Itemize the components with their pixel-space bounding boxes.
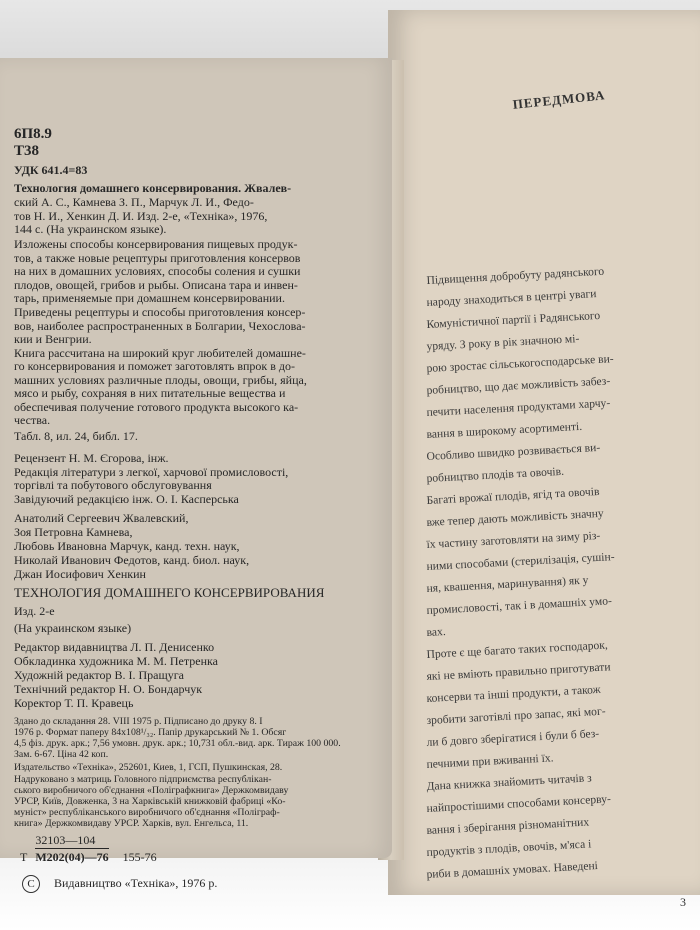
editorial-line: Завідуючий редакцією інж. О. І. Касперська xyxy=(14,493,239,506)
bib-line-4: 144 с. (На украинском языке). xyxy=(14,223,167,236)
body-line: ня, квашення, маринування) як у xyxy=(426,573,589,595)
body-line: найпростішими способами консерву- xyxy=(426,792,612,815)
print-detail: Издательство «Техніка», 252601, Киев, 1, ГСП, Пушкинская, 28. xyxy=(14,762,283,773)
copyright-line xyxy=(22,874,367,893)
body-line: робництво плодів та овочів. xyxy=(426,464,565,485)
bib-line-1: Технология домашнего консервирования. Жвалев- xyxy=(14,182,292,195)
author-line: Любовь Ивановна Марчук, канд. техн. наук, xyxy=(14,540,240,553)
body-line: вже тепер дають можливість значну xyxy=(426,506,604,529)
body-line: промисловості, так і в домашніх умо- xyxy=(426,594,613,617)
code-prefix: Т xyxy=(20,850,28,864)
abstract-line: Изложены способы консервирования пищевых продук- xyxy=(14,238,298,251)
abstract-line: го консервирования и поможет заготовлять впрок в до- xyxy=(14,360,295,373)
abstract-line: чества. xyxy=(14,414,51,427)
body-line: вання і зберігання різноманітних xyxy=(426,815,590,837)
abstract-line: мясо и рыбу, сохраняя в них питательные вещества и xyxy=(14,387,286,400)
staff-line: Редактор видавництва Л. П. Денисенко xyxy=(14,641,215,654)
abstract-line: тов, а также новые рецептуры приготовления консервов xyxy=(14,252,301,265)
body-line: риби в домашніх умовах. Наведені xyxy=(426,859,599,881)
print-detail: ського виробничого об'єднання «Поліграфкнига» Держкомвидаву xyxy=(14,785,289,796)
author-line: Николай Иванович Федотов, канд. биол. наук, xyxy=(14,554,250,567)
body-line: печними при вживанні їх. xyxy=(426,751,554,771)
author-line: Зоя Петровна Камнева, xyxy=(14,526,133,539)
edition: Изд. 2-е xyxy=(14,605,55,618)
abstract-line: на них в домашних условиях, способы соления и сушки xyxy=(14,265,301,278)
title-caps: ТЕХНОЛОГИЯ ДОМАШНЕГО КОНСЕРВИРОВАНИЯ xyxy=(14,586,325,600)
body-line: вання в широкому асортименті. xyxy=(426,419,583,441)
abstract-line: Приведены рецептуры и способы приготовления консер- xyxy=(14,306,306,319)
body-line: Комуністичної партії і Радянського xyxy=(426,308,601,331)
body-line: які не вміють правильно приготувати xyxy=(426,660,611,683)
staff-line: Коректор Т. П. Кравець xyxy=(14,697,134,710)
code-right: 155-76 xyxy=(122,850,157,864)
udk-code: УДК 641.4=83 xyxy=(14,164,88,177)
bib-line-2: ский А. С., Камнева З. П., Марчук Л. И., Федо- xyxy=(14,196,254,209)
print-detail: 4,5 фіз. друк. арк.; 7,56 умовн. друк. арк.; 10,731 обл.-вид. арк. Тираж 100 000. xyxy=(14,738,341,749)
abstract-line: Книга рассчитана на широкий круг любителей домашне- xyxy=(14,347,306,360)
body-line: Підвищення добробуту радянського xyxy=(426,264,605,287)
print-detail: Надруковано з матриць Головного підприємства республікан- xyxy=(14,774,272,785)
body-line: рою зростає сільськогосподарське ви- xyxy=(426,352,614,375)
body-line: робництво, що дає можливість забез- xyxy=(426,374,611,397)
abstract-line: плодов, овощей, грибов и рыбы. Описана тара и инвен- xyxy=(14,279,298,292)
editorial-line: торгівлі та побутового обслуговування xyxy=(14,479,212,492)
body-line: консерви та інші продукти, а також xyxy=(426,682,601,705)
body-line: зробити заготівлі про запас, які мог- xyxy=(426,704,606,727)
staff-line: Художній редактор В. І. Пращуга xyxy=(14,669,184,682)
abstract-line: машних условиях различные плоды, овощи, грибы, яйца, xyxy=(14,374,307,387)
reviewer-line: Рецензент Н. М. Єгорова, інж. xyxy=(14,452,169,465)
editorial-line: Редакція літератури з легкої, харчової промисловості, xyxy=(14,466,289,479)
body-line: Дана книжка знайомить читачів з xyxy=(426,771,592,793)
letter-code: Т38 xyxy=(14,143,40,159)
copyright-icon: C xyxy=(22,875,40,893)
page-heading: ПЕРЕДМОВА xyxy=(512,87,607,112)
staff-line: Обкладинка художника М. М. Петренка xyxy=(14,655,218,668)
body-line: уряду. З року в рік значною мі- xyxy=(426,331,580,353)
body-line: печити населення продуктами харчу- xyxy=(426,396,611,419)
bib-line-3: тов Н. И., Хенкин Д. И. Изд. 2-е, «Техніка», 1976, xyxy=(14,210,268,223)
body-line: ли б довго зберігатися і були б без- xyxy=(426,726,600,749)
print-detail: 1976 р. Формат паперу 84х108¹/₃₂. Папір друкарський № 1. Обсяг xyxy=(14,727,287,738)
body-line: продуктів з плодів, овочів, м'яса і xyxy=(426,837,592,859)
body-line: Проте є ще багато таких господарок, xyxy=(426,638,609,661)
tables-line: Табл. 8, ил. 24, библ. 17. xyxy=(14,430,138,443)
code-top: 32103—104 xyxy=(35,832,108,849)
code-bottom: М202(04)—76 xyxy=(35,850,109,864)
code-fraction xyxy=(35,832,108,865)
staff-line: Технічний редактор Н. О. Бондарчук xyxy=(14,683,203,696)
body-line: Особливо швидко розвивається ви- xyxy=(426,440,601,463)
author-line: Джан Иосифович Хенкин xyxy=(14,568,146,581)
author-line: Анатолий Сергеевич Жвалевский, xyxy=(14,512,189,525)
body-line: народу знаходиться в центрі уваги xyxy=(426,287,597,309)
print-detail: Зам. 6-67. Ціна 42 коп. xyxy=(14,749,109,760)
body-line: Багаті врожаї плодів, ягід та овочів xyxy=(426,484,600,507)
abstract-line: кии и Венгрии. xyxy=(14,333,92,346)
print-detail: УРСР, Київ, Довженка, 3 на Харківській книжковій фабриці «Ко- xyxy=(14,796,286,807)
body-line: їх частину заготовляти на зиму різ- xyxy=(426,528,601,551)
abstract-line: обеспечивая получение готового продукта высокого ка- xyxy=(14,401,299,414)
abstract-line: вов, наиболее распространенных в Болгарии, Чехослова- xyxy=(14,320,306,333)
print-detail: мунiст» республіканського виробничого об'єднання «Поліграф- xyxy=(14,807,280,818)
abstract-line: тарь, применяемые при домашнем консервировании. xyxy=(14,292,285,305)
catalog-code xyxy=(20,832,240,866)
body-line: ними способами (стерилізація, сушін- xyxy=(426,550,615,573)
page-number: 3 xyxy=(680,895,686,909)
language-note: (На украинском языке) xyxy=(14,622,132,635)
print-detail: Здано до складання 28. VIII 1975 р. Підписано до друку 8. I xyxy=(14,716,263,727)
print-detail: книга» Держкомвидаву УРСР. Харків, вул. Енгельса, 11. xyxy=(14,818,249,829)
copyright-text: Видавництво «Техніка», 1976 р. xyxy=(54,876,218,890)
class-code: 6П8.9 xyxy=(14,126,52,142)
body-line: вах. xyxy=(426,624,447,639)
